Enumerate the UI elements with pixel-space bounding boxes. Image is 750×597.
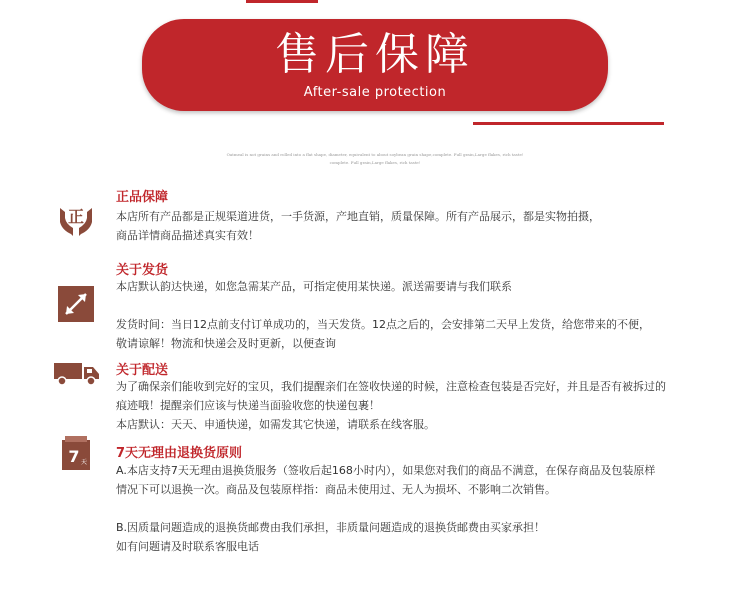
calendar-day-label: 天: [80, 459, 88, 466]
section-line: 情况下可以退换一次。商品及包装原样指：商品未使用过、无人为损坏、不影响二次销售。: [116, 483, 556, 496]
section-body-shipping: [116, 277, 650, 353]
fine-print-line-1: Oatmeal is not grains and rolled into a flat shape, diameter, equivalent to about soybean grain shape,complete. Full grain,Large flakes, rich taste!: [226, 152, 524, 157]
hands-genuine-icon: [56, 198, 96, 238]
header-banner: [142, 19, 608, 111]
bottom-accent-line: [473, 122, 664, 125]
section-title-delivery: 关于配送: [116, 363, 169, 378]
page-subtitle: After-sale protection: [303, 85, 447, 100]
section-title-genuine: 正品保障: [116, 190, 169, 205]
page-title: 售后保障: [275, 29, 475, 80]
seven-day-calendar-icon: [62, 436, 90, 470]
diagonal-arrow-icon: [58, 286, 94, 322]
section-body-returns: [116, 461, 655, 556]
top-accent-line: [246, 0, 318, 3]
section-line: 敬请谅解！物流和快递会及时更新，以便查询: [116, 337, 336, 350]
section-line: 为了确保亲们能收到完好的宝贝，我们提醒亲们在签收快递的时候，注意检查包装是否完好，并且是否有被拆过的: [116, 380, 666, 393]
section-line: A.本店支持7天无理由退换货服务（签收后起168小时内），如果您对我们的商品不满意，在保存商品及包装原样: [116, 464, 656, 477]
section-title-returns: 7天无理由退换货原则: [116, 446, 243, 461]
section-title-shipping: 关于发货: [116, 263, 169, 278]
section-body-delivery: [116, 377, 666, 434]
section-line: 痕迹哦！提醒亲们应该与快递当面验收您的快递包裹！: [116, 399, 380, 412]
section-line: 如有问题请及时联系客服电话: [116, 540, 259, 553]
section-line: B.因质量问题造成的退换货邮费由我们承担，非质量问题造成的退换货邮费由买家承担！: [116, 521, 546, 534]
section-line: 本店所有产品都是正规渠道进货，一手货源，产地直销，质量保障。所有产品展示，都是实物拍摄，: [116, 210, 600, 223]
section-line: 本店默认：天天、申通快递，如需发其它快递，请联系在线客服。: [116, 418, 435, 431]
fine-print-line-2: complete. Full grain,Large flakes, rich taste!: [329, 160, 421, 165]
calendar-number: 7: [68, 447, 80, 466]
section-body-genuine: [116, 207, 600, 245]
section-line: 发货时间：当日12点前支付订单成功的，当天发货。12点之后的，会安排第二天早上发货，给您带来的不便，: [116, 318, 650, 331]
delivery-truck-icon: [54, 360, 100, 386]
section-line: 本店默认韵达快递，如您急需某产品，可指定使用某快递。派送需要请与我们联系: [116, 280, 512, 293]
genuine-icon-label: 正: [67, 207, 85, 226]
section-line: 商品详情商品描述真实有效！: [116, 229, 259, 242]
